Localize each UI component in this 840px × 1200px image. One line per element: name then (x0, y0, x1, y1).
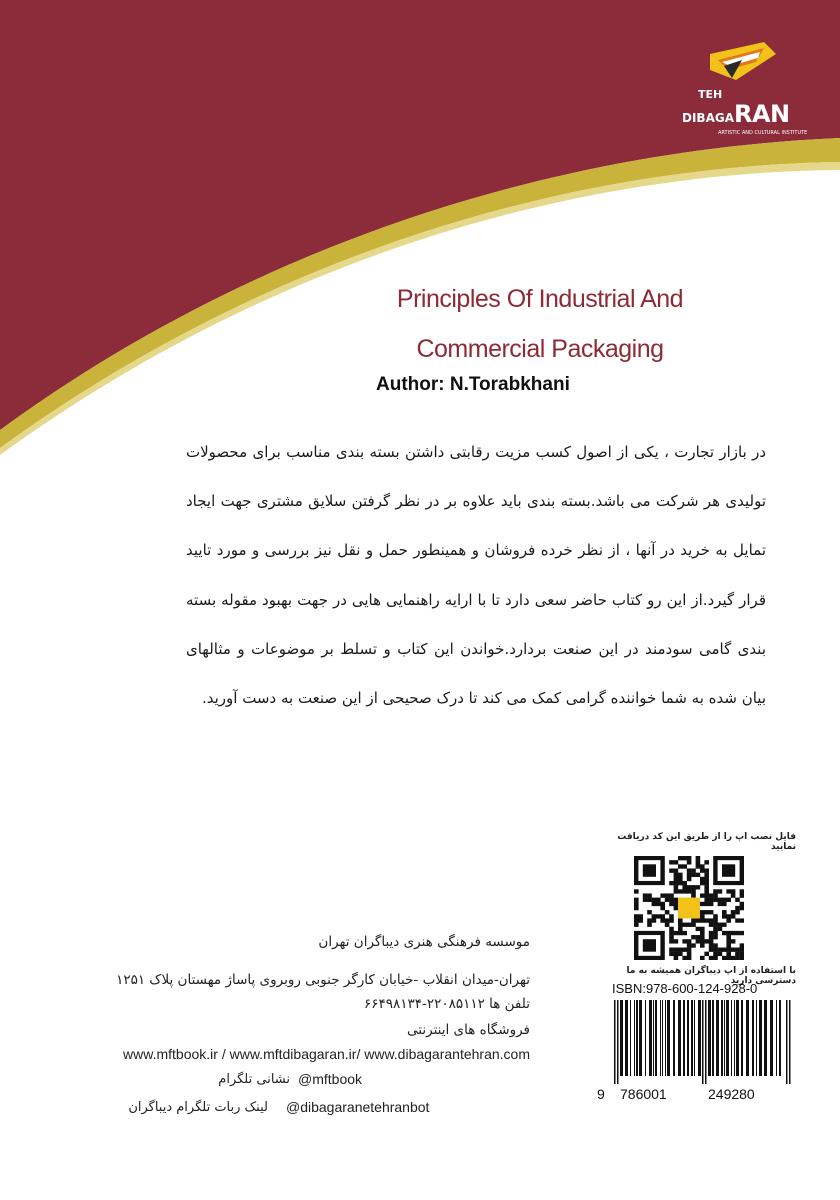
publisher-websites[interactable]: www.mftbook.ir / www.mftdibagaran.ir/ www.dibagarantehran.com (123, 1046, 530, 1062)
barcode-digit-first: 9 (597, 1086, 605, 1102)
online-stores-label: فروشگاه های اینترنتی (407, 1022, 530, 1038)
qr-caption: فایل نصب اپ را از طریق این کد دریافت نمایید (617, 832, 796, 852)
publisher-name: موسسه فرهنگی هنری دیباگران تهران (318, 934, 530, 950)
isbn: ISBN:978-600-124-928-0 (612, 981, 758, 996)
qr-code-icon (634, 856, 744, 960)
telegram-bot-label: لینک ربات تلگرام دیباگران (128, 1100, 268, 1115)
title-line-2: Commercial Packaging (416, 335, 664, 363)
logo-prefix: DIBAGA (682, 111, 734, 125)
publisher-logo (682, 38, 808, 138)
barcode-digits-group1: 786001 (620, 1086, 667, 1102)
logo-emblem-icon (702, 38, 782, 88)
qr-code (634, 856, 744, 960)
isbn-barcode (597, 1000, 795, 1104)
author: Author: N.Torabkhani (376, 374, 570, 395)
book-title (300, 274, 780, 374)
book-description: در بازار تجارت ، یکی از اصول کسب مزیت رقابتی داشتن بسته بندی مناسب برای محصولات تولیدی هر شرکت می باشد.بسته بندی باید علاوه بر در نظر گرفتن سلایق مشتری جهت ایجاد تمایل به خرید در آنها ، از نظر خرده فروشان و همینطور حمل و نقل نیز بررسی و مورد تایید قرار گیرد.از این رو کتاب حاضر سعی دارد تا با ارایه راهنمایی هایی در جهت بهبود مقوله بسته بندی گامی سودمند در این صنعت بردارد.خواندن این کتاب و تسلط بر موضوعات و مثالهای بیان شده به شما خواننده گرامی کمک می کند تا درک صحیحی از این صنعت به دست آورید. (186, 443, 766, 708)
logo-main: RAN (734, 100, 790, 128)
logo-teh: TEH (698, 88, 723, 101)
barcode-digits-group2: 249280 (708, 1086, 755, 1102)
barcode-icon (612, 1000, 795, 1084)
telegram-bot-handle[interactable]: @dibagaranetehranbot (286, 1099, 430, 1115)
telegram-handle[interactable]: @mftbook (298, 1071, 363, 1087)
barcode-caption: با استفاده از اپ دیباگران همیشه به ما دسترسی دارید (626, 966, 796, 986)
logo-wordmark (682, 100, 790, 128)
publisher-address: تهران-میدان انقلاب -خیابان کارگر جنوبی روبروی پاساژ مهستان پلاک ۱۲۵۱ (116, 972, 530, 988)
telegram-label: نشانی تلگرام (218, 1072, 290, 1087)
logo-subtitle: ARTISTIC AND CULTURAL INSTITUTE (718, 130, 808, 136)
title-line-1: Principles Of Industrial And (396, 285, 684, 313)
publisher-phone: تلفن ها ۲۲۰۸۵۱۱۲-۶۶۴۹۸۱۳۴ (363, 996, 530, 1012)
